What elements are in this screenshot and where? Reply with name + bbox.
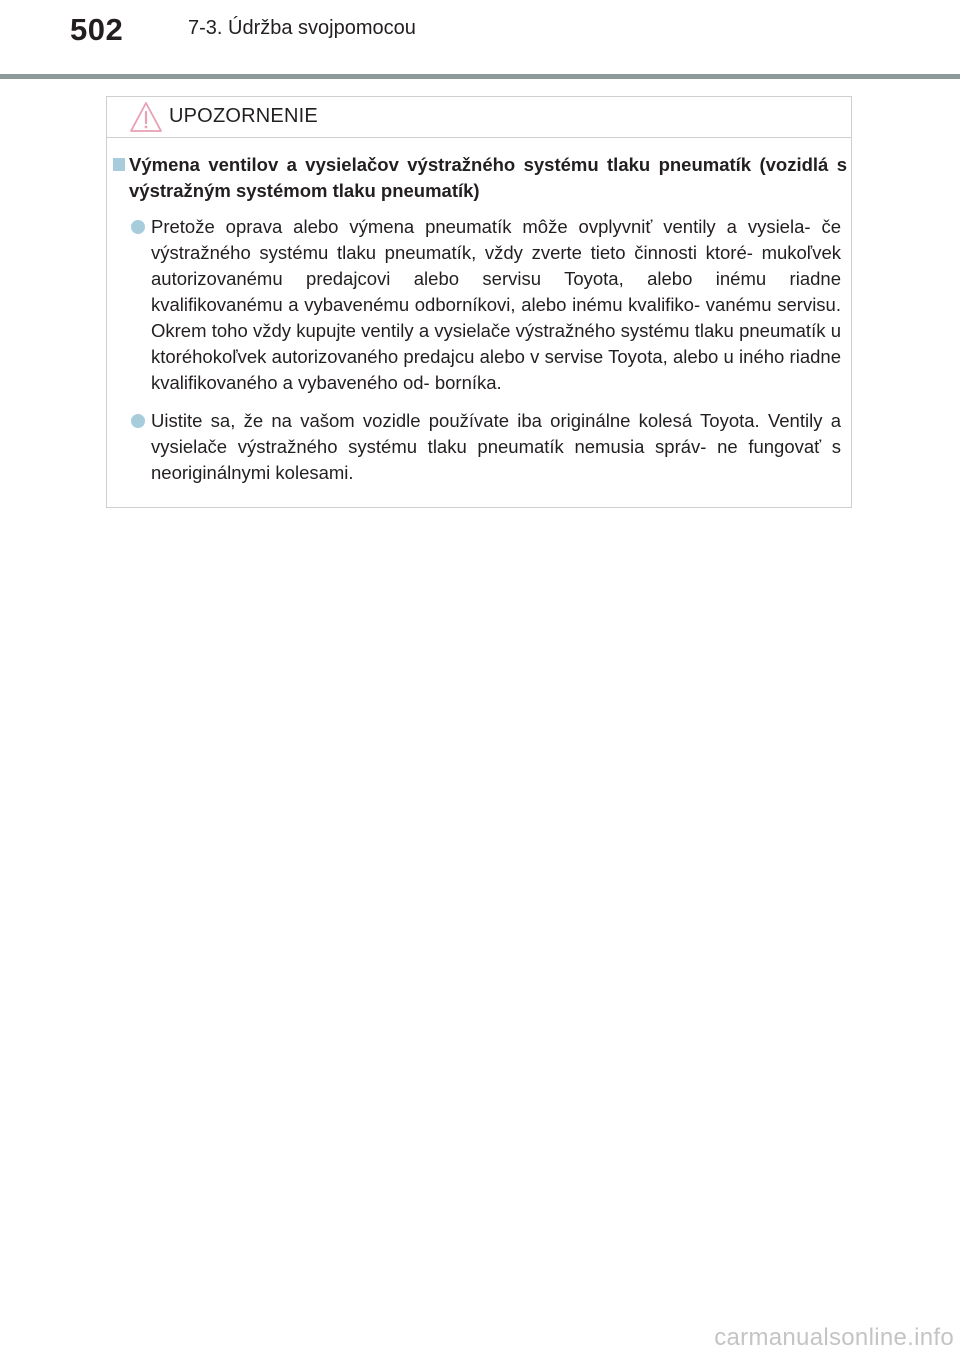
- circle-bullet-icon: [131, 220, 145, 234]
- warning-triangle-icon: [129, 101, 163, 133]
- page-header: [0, 0, 960, 80]
- footer-watermark: carmanualsonline.info: [714, 1324, 954, 1351]
- list-item: [129, 214, 841, 396]
- list-item: [129, 408, 841, 486]
- list-item-text: Uistite sa, že na vašom vozidle používate iba originálne kolesá Toyota. Ventily a vysielače výstražného systému tlaku pneumatík nemusia správ- ne fungovať s neoriginálnymi kolesami.: [151, 410, 841, 483]
- page-number: 502: [70, 12, 124, 47]
- section-title: 7-3. Údržba svojpomocou: [188, 17, 416, 39]
- warning-title: UPOZORNENIE: [169, 105, 318, 127]
- warning-box: [106, 96, 852, 508]
- item-heading-text: Výmena ventilov a vysielačov výstražného systému tlaku pneumatík (vozidlá s výstražným systémom tlaku pneumatík): [129, 154, 847, 201]
- warning-header: [107, 97, 851, 138]
- list-item-text: Pretože oprava alebo výmena pneumatík môže ovplyvniť ventily a vysiela- če výstražného systému tlaku pneumatík, vždy zverte tieto činnosti ktoré- mukoľvek autorizovanému predajcovi alebo servisu Toyota, alebo inému riadne kvalifikovanému a vybavenému odborníkovi, alebo inému kvalifiko- vanému servisu. Okrem toho vždy kupujte ventily a vysielače výstražného systému tlaku pneumatík u ktoréhokoľvek autorizovaného predajcu alebo v servise Toyota, alebo u iného riadne kvalifikovaného a vybaveného od- borníka.: [151, 216, 841, 393]
- circle-bullet-icon: [131, 414, 145, 428]
- item-heading: [113, 152, 847, 204]
- square-bullet-icon: [113, 158, 125, 171]
- header-rule: [0, 74, 960, 79]
- warning-body: [107, 152, 853, 486]
